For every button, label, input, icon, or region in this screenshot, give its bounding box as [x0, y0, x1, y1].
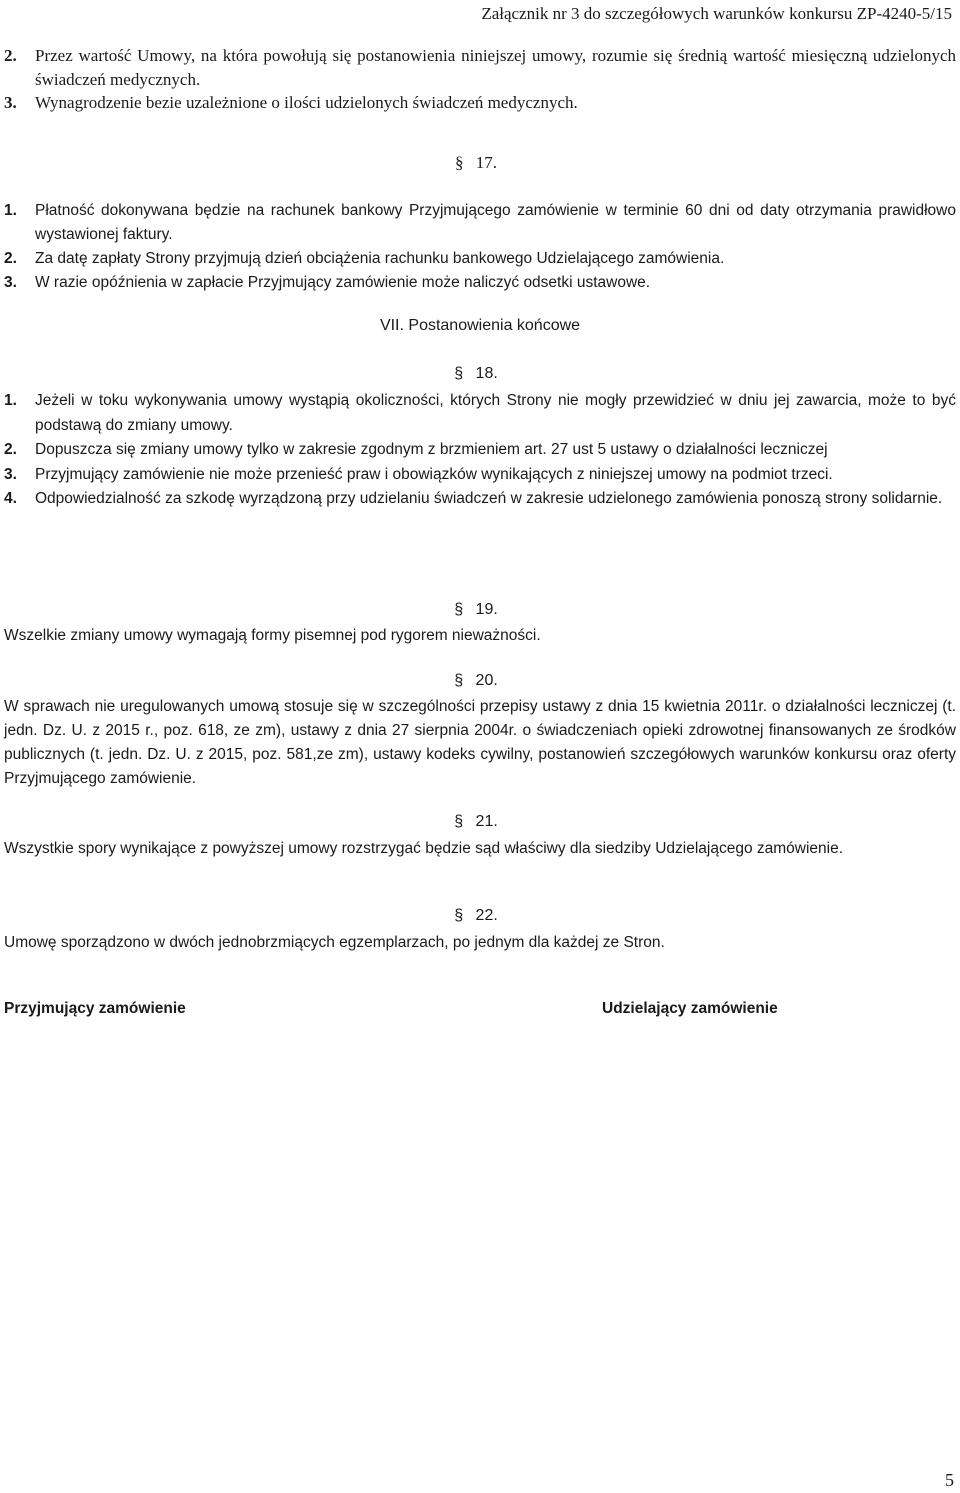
section-18-body — [4, 389, 956, 512]
list-item: 3. W razie opóźnienia w zapłacie Przyjmujący zamówienie może naliczyć odsetki ustawowe. — [4, 274, 651, 291]
section-20-body: W sprawach nie uregulowanych umową stosuje się w szczególności przepisy ustawy z dnia 15 kwietnia 2011r. o działalności leczniczej (t. jedn. Dz. U. z 2015 r., poz. 618, ze zm), ustawy z dnia 27 sierpnia 2004r. o świadczeniach opieki zdrowotnej finansowanych ze środków publicznych (t. jedn. Dz. U. z 2015, poz. 581,ze zm), ustawy kodeks cywilny, postanowień szczegółowych warunków konkursu oraz oferty Przyjmującego zamówienie. — [4, 698, 956, 787]
list-item: 1. Jeżeli w toku wykonywania umowy wystąpią okoliczności, których Strony nie mogły przewidzieć w dniu jej zawarcia, może to być podstawą do zmiany umowy. — [4, 392, 956, 434]
list-item: 4. Odpowiedzialność za szkodę wyrządzoną przy udzielaniu świadczeń w zakresie udzielonego zamówienia ponoszą strony solidarnie. — [4, 490, 943, 507]
section-16-continued — [4, 44, 956, 115]
section-heading-17: § 17. — [455, 153, 497, 172]
list-item: 2. Dopuszcza się zmiany umowy tylko w zakresie zgodnym z brzmieniem art. 27 ust 5 ustawy o działalności leczniczej — [4, 441, 828, 458]
page-header: Załącznik nr 3 do szczegółowych warunków konkursu ZP-4240-5/15 — [481, 4, 952, 23]
section-heading-18: § 18. — [454, 365, 498, 382]
list-item: 1. Płatność dokonywana będzie na rachunek bankowy Przyjmującego zamówienie w terminie 60 dni od daty otrzymania prawidłowo wystawionej faktury. — [4, 202, 956, 243]
list-item: 2. Przez wartość Umowy, na która powołują się postanowienia niniejszej umowy, rozumie się średnią wartość miesięczną udzielonych świadczeń medycznych. — [4, 46, 956, 89]
list-item: 2. Za datę zapłaty Strony przyjmują dzień obciążenia rachunku bankowego Udzielającego zamówienia. — [4, 250, 725, 267]
section-heading-22: § 22. — [454, 907, 498, 924]
page-number: 5 — [945, 1470, 954, 1490]
section-19-body: Wszelkie zmiany umowy wymagają formy pisemnej pod rygorem nieważności. — [4, 627, 541, 644]
signature-contractor: Przyjmujący zamówienie — [4, 1000, 186, 1017]
section-heading-20: § 20. — [454, 672, 498, 689]
section-17-body — [4, 199, 956, 295]
signature-client: Udzielający zamówienie — [602, 1000, 778, 1017]
list-item: 3. Wynagrodzenie bezie uzależnione o ilości udzielonych świadczeń medycznych. — [4, 93, 578, 112]
section-21-body: Wszystkie spory wynikające z powyższej umowy rozstrzygać będzie sąd właściwy dla siedziby Udzielającego zamówienie. — [4, 840, 844, 857]
chapter-title: VII. Postanowienia końcowe — [379, 317, 581, 334]
section-22-body: Umowę sporządzono w dwóch jednobrzmiących egzemplarzach, po jednym dla każdej ze Stron. — [4, 934, 665, 951]
list-item: 3. Przyjmujący zamówienie nie może przenieść praw i obowiązków wynikających z niniejszej umowy na podmiot trzeci. — [4, 465, 833, 483]
section-heading-21: § 21. — [454, 813, 498, 830]
section-heading-19: § 19. — [454, 601, 498, 618]
